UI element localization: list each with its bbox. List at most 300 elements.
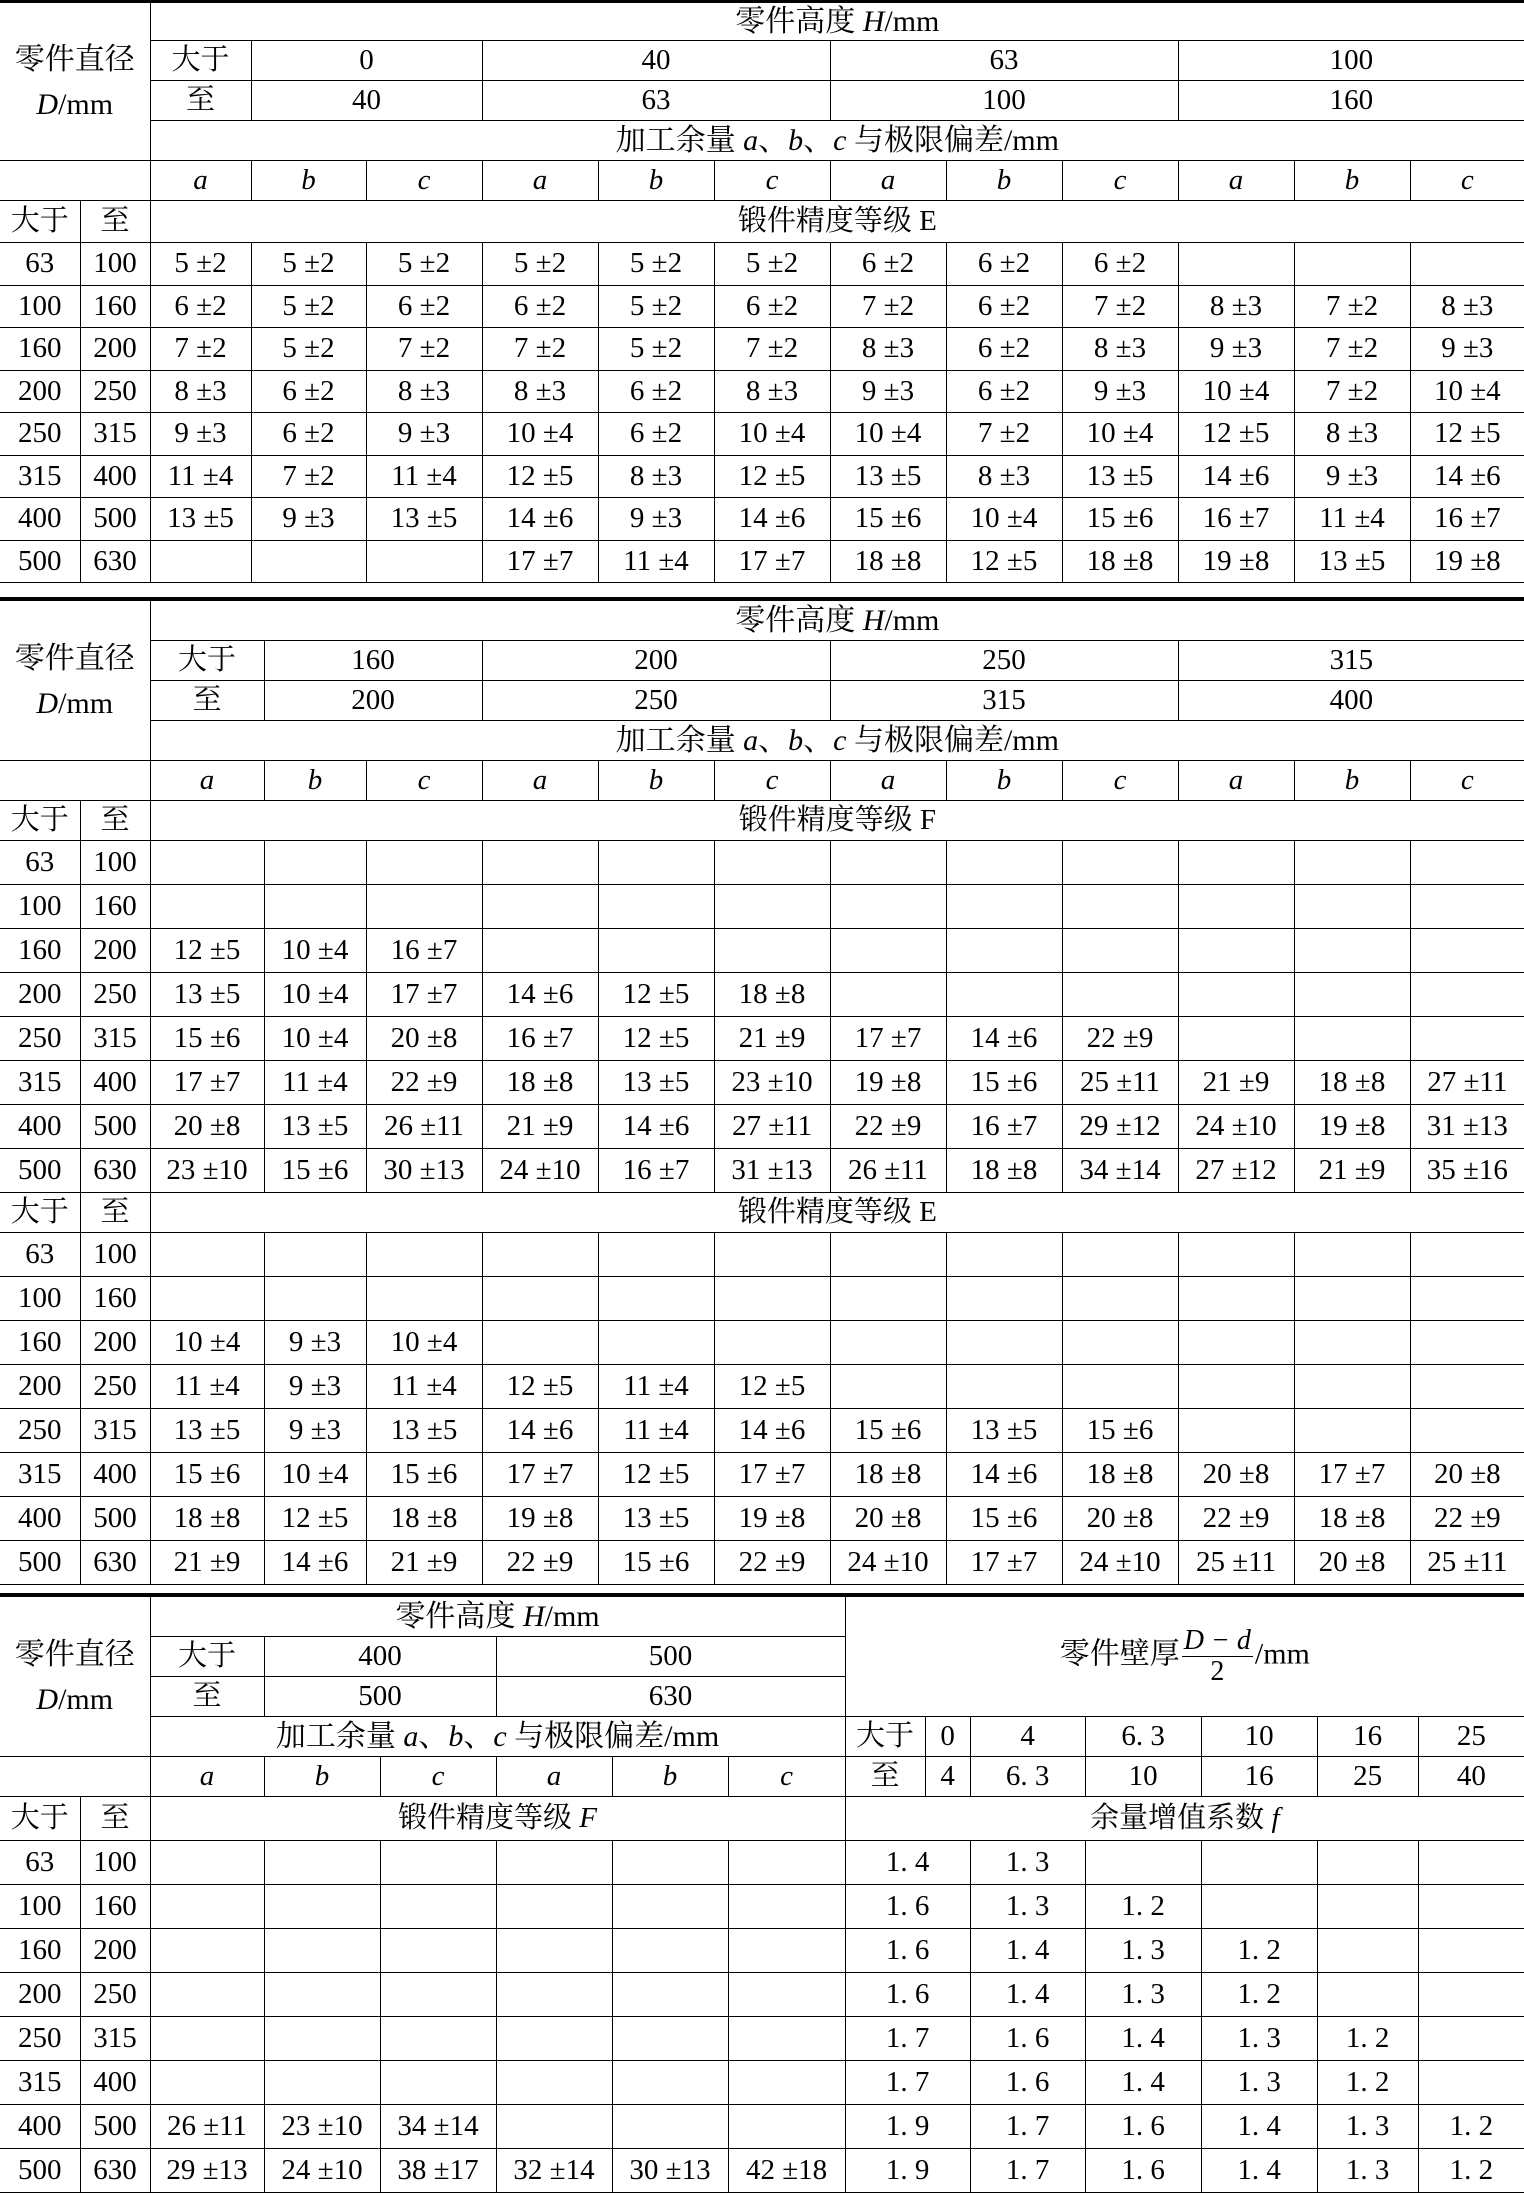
coefficient-cell: 1. 4 (970, 1929, 1085, 1973)
abc-label: c (366, 161, 482, 201)
table-cell (1062, 1365, 1178, 1409)
table-cell (264, 1277, 366, 1321)
table-cell: 6 ±2 (714, 285, 830, 328)
table-cell (264, 1973, 380, 2017)
table-cell: 21 ±9 (1294, 1149, 1410, 1193)
table-cell: 18 ±8 (830, 1453, 946, 1497)
table-cell (264, 2061, 380, 2105)
diameter-to: 250 (80, 973, 150, 1017)
table-cell: 6 ±2 (1062, 243, 1178, 286)
table-cell: 19 ±8 (1178, 540, 1294, 583)
table-cell: 9 ±3 (251, 498, 366, 541)
table-cell (830, 1277, 946, 1321)
table-row (0, 498, 1524, 541)
section-3 (0, 1596, 1524, 2193)
table-cell: 10 ±4 (1178, 370, 1294, 413)
table-cell (366, 1233, 482, 1277)
table-cell: 9 ±3 (598, 498, 714, 541)
diameter-to: 200 (80, 929, 150, 973)
abc-label: c (380, 1757, 496, 1797)
wall-to-value: 4 (925, 1757, 970, 1797)
table-cell: 19 ±8 (1410, 540, 1524, 583)
table-cell: 23 ±10 (150, 1149, 264, 1193)
diameter-to: 500 (80, 498, 150, 541)
table-cell (946, 1321, 1062, 1365)
table-cell: 12 ±5 (1410, 413, 1524, 456)
table-cell: 15 ±6 (264, 1149, 366, 1193)
table-cell: 20 ±8 (1062, 1497, 1178, 1541)
diameter-to: 200 (80, 1321, 150, 1365)
table-cell (1410, 929, 1524, 973)
table-cell (482, 1277, 598, 1321)
table-cell (598, 841, 714, 885)
table-cell: 14 ±6 (482, 1409, 598, 1453)
height-over-value: 160 (264, 641, 482, 681)
coefficient-cell (1418, 1841, 1524, 1885)
table-cell: 14 ±6 (264, 1541, 366, 1585)
diameter-to: 200 (80, 1929, 150, 1973)
table-cell: 18 ±8 (1294, 1061, 1410, 1105)
table-cell (830, 1321, 946, 1365)
table-cell (1410, 885, 1524, 929)
diameter-to: 400 (80, 1061, 150, 1105)
table-cell: 12 ±5 (482, 455, 598, 498)
table-cell (1294, 973, 1410, 1017)
table-cell (728, 1885, 845, 1929)
abc-label: c (1062, 761, 1178, 801)
table-cell: 17 ±7 (150, 1061, 264, 1105)
over-label: 大于 (0, 201, 80, 243)
diameter-to: 100 (80, 243, 150, 286)
coefficient-cell (1418, 1885, 1524, 1929)
table-row (0, 1017, 1524, 1061)
diameter-over: 100 (0, 885, 80, 929)
coefficient-cell: 1. 3 (1317, 2149, 1418, 2193)
coefficient-cell: 1. 4 (845, 1841, 970, 1885)
coefficient-cell: 1. 3 (1317, 2105, 1418, 2149)
diameter-to: 100 (80, 1841, 150, 1885)
diameter-to: 250 (80, 1365, 150, 1409)
height-over-value: 40 (482, 41, 830, 81)
diameter-to: 315 (80, 1409, 150, 1453)
table-cell: 6 ±2 (366, 285, 482, 328)
diameter-over: 250 (0, 1017, 80, 1061)
table-cell (496, 2017, 612, 2061)
table-cell (714, 1233, 830, 1277)
table-cell (728, 2061, 845, 2105)
header-row (0, 1597, 1524, 1637)
grade-row (0, 801, 1524, 841)
diameter-to: 160 (80, 285, 150, 328)
table-cell: 9 ±3 (1178, 328, 1294, 371)
table-cell (1178, 885, 1294, 929)
table-cell: 31 ±13 (714, 1149, 830, 1193)
table-cell (496, 2061, 612, 2105)
coefficient-cell: 1. 6 (970, 2061, 1085, 2105)
coefficient-cell (1201, 1885, 1317, 1929)
table-cell (612, 2017, 728, 2061)
table-cell (1062, 1321, 1178, 1365)
table-cell: 18 ±8 (1294, 1497, 1410, 1541)
table-cell: 5 ±2 (150, 243, 251, 286)
table-cell (1294, 1277, 1410, 1321)
table-cell (1178, 243, 1294, 286)
coefficient-label: 余量增值系数 f (845, 1797, 1524, 1841)
table-row (0, 1885, 1524, 1929)
header-row (0, 601, 1524, 641)
table-cell: 6 ±2 (598, 413, 714, 456)
abc-label: c (714, 161, 830, 201)
table-cell: 10 ±4 (714, 413, 830, 456)
coefficient-cell (1418, 1973, 1524, 2017)
coefficient-cell: 1. 7 (970, 2149, 1085, 2193)
table-cell (264, 1841, 380, 1885)
table-row (0, 243, 1524, 286)
table-row (0, 1929, 1524, 1973)
table-cell: 24 ±10 (482, 1149, 598, 1193)
height-to-value: 63 (482, 81, 830, 121)
table-cell (946, 1365, 1062, 1409)
table-cell: 14 ±6 (482, 498, 598, 541)
table-cell: 11 ±4 (366, 1365, 482, 1409)
table-cell: 6 ±2 (598, 370, 714, 413)
abc-label: a (150, 1757, 264, 1797)
table-cell (264, 1929, 380, 1973)
blank-cell (0, 1757, 150, 1797)
diameter-over: 160 (0, 1929, 80, 1973)
table-cell: 12 ±5 (1178, 413, 1294, 456)
diameter-over: 315 (0, 2061, 80, 2105)
coefficient-cell: 1. 3 (970, 1885, 1085, 1929)
diameter-to: 160 (80, 885, 150, 929)
table-cell: 12 ±5 (264, 1497, 366, 1541)
height-to-value: 630 (496, 1677, 845, 1717)
table-cell: 19 ±8 (1294, 1105, 1410, 1149)
allowance-header: 加工余量 a、b、c 与极限偏差/mm (150, 721, 1524, 761)
table-cell (1410, 1233, 1524, 1277)
abc-label: c (1410, 761, 1524, 801)
table-cell: 30 ±13 (612, 2149, 728, 2193)
table-cell: 6 ±2 (946, 370, 1062, 413)
diameter-over: 315 (0, 1453, 80, 1497)
over-label: 大于 (0, 1193, 80, 1233)
allowance-header: 加工余量 a、b、c 与极限偏差/mm (150, 1717, 845, 1757)
diameter-over: 200 (0, 370, 80, 413)
table-row (0, 455, 1524, 498)
diameter-to: 500 (80, 2105, 150, 2149)
blank-cell (0, 161, 150, 201)
table-cell: 29 ±13 (150, 2149, 264, 2193)
table-cell (1178, 1017, 1294, 1061)
allowance-row (0, 1717, 1524, 1757)
diameter-over: 200 (0, 973, 80, 1017)
table-cell: 18 ±8 (366, 1497, 482, 1541)
table-cell (728, 1929, 845, 1973)
diameter-over: 250 (0, 2017, 80, 2061)
height-over-value: 400 (264, 1637, 496, 1677)
coefficient-cell: 1. 6 (1085, 2105, 1201, 2149)
height-over-row (0, 41, 1524, 81)
table-cell (150, 1841, 264, 1885)
table-cell: 18 ±8 (482, 1061, 598, 1105)
table-cell (612, 1929, 728, 1973)
table-cell: 6 ±2 (830, 243, 946, 286)
coefficient-cell: 1. 7 (970, 2105, 1085, 2149)
height-over-value: 0 (251, 41, 482, 81)
height-to-value: 500 (264, 1677, 496, 1717)
table-cell: 26 ±11 (150, 2105, 264, 2149)
table-cell (946, 841, 1062, 885)
table-cell (1294, 1409, 1410, 1453)
grade-row (0, 201, 1524, 243)
table-cell: 26 ±11 (830, 1149, 946, 1193)
coefficient-cell: 1. 6 (970, 2017, 1085, 2061)
allowance-header: 加工余量 a、b、c 与极限偏差/mm (150, 121, 1524, 161)
diameter-over: 63 (0, 1233, 80, 1277)
table-cell: 12 ±5 (598, 1017, 714, 1061)
abc-label: a (150, 161, 251, 201)
grade-label: 锻件精度等级 F (150, 1797, 845, 1841)
coefficient-cell: 1. 3 (1085, 1929, 1201, 1973)
table-cell (1294, 885, 1410, 929)
table-row (0, 1841, 1524, 1885)
height-over-value: 500 (496, 1637, 845, 1677)
table-cell: 5 ±2 (714, 243, 830, 286)
table-cell (612, 1841, 728, 1885)
table-cell (150, 841, 264, 885)
diameter-to: 250 (80, 370, 150, 413)
table-cell (366, 1277, 482, 1321)
wall-over-value: 25 (1418, 1717, 1524, 1757)
table-cell: 6 ±2 (482, 285, 598, 328)
table-cell (380, 1885, 496, 1929)
table-cell (1294, 1017, 1410, 1061)
table-cell: 21 ±9 (366, 1541, 482, 1585)
abc-label: c (366, 761, 482, 801)
grade-label: 锻件精度等级 F (150, 801, 1524, 841)
table-cell (496, 2105, 612, 2149)
height-to-value: 200 (264, 681, 482, 721)
table-row (0, 285, 1524, 328)
wall-over-value: 0 (925, 1717, 970, 1757)
grade-row (0, 1193, 1524, 1233)
allowance-row (0, 721, 1524, 761)
coefficient-cell (1418, 1929, 1524, 1973)
table-cell (1410, 973, 1524, 1017)
table-cell (714, 885, 830, 929)
table-cell: 5 ±2 (251, 243, 366, 286)
diameter-over: 200 (0, 1973, 80, 2017)
table-cell: 6 ±2 (251, 413, 366, 456)
table-cell: 13 ±5 (150, 498, 251, 541)
table-cell (264, 1233, 366, 1277)
table-cell: 30 ±13 (366, 1149, 482, 1193)
table-cell: 14 ±6 (946, 1017, 1062, 1061)
table-cell: 15 ±6 (946, 1497, 1062, 1541)
table-cell: 13 ±5 (1294, 540, 1410, 583)
wall-over-label: 大于 (845, 1717, 925, 1757)
coefficient-cell: 1. 2 (1085, 1885, 1201, 1929)
abc-label: a (482, 161, 598, 201)
table-cell (946, 1233, 1062, 1277)
table-cell: 13 ±5 (946, 1409, 1062, 1453)
coefficient-cell: 1. 7 (845, 2017, 970, 2061)
table-cell: 7 ±2 (482, 328, 598, 371)
wall-thickness-header: 零件壁厚 $\frac{D - d}{2}$ /mm (845, 1597, 1524, 1717)
table-cell: 11 ±4 (150, 455, 251, 498)
table-cell (598, 885, 714, 929)
table-cell (264, 1885, 380, 1929)
table-cell: 14 ±6 (1178, 455, 1294, 498)
table-cell: 9 ±3 (150, 413, 251, 456)
table-cell: 15 ±6 (150, 1453, 264, 1497)
table-cell: 7 ±2 (830, 285, 946, 328)
coefficient-cell: 1. 6 (845, 1929, 970, 1973)
table-cell (496, 1885, 612, 1929)
table-cell (150, 1929, 264, 1973)
table-cell (150, 2061, 264, 2105)
table-cell: 35 ±16 (1410, 1149, 1524, 1193)
table-cell (1410, 1017, 1524, 1061)
abc-label: a (1178, 761, 1294, 801)
coefficient-cell: 1. 9 (845, 2105, 970, 2149)
coefficient-cell (1317, 1885, 1418, 1929)
table-cell (366, 540, 482, 583)
table-cell (612, 2061, 728, 2105)
table-cell: 5 ±2 (366, 243, 482, 286)
height-to-value: 315 (830, 681, 1178, 721)
table-cell: 5 ±2 (598, 243, 714, 286)
table-cell (380, 1973, 496, 2017)
table-cell: 6 ±2 (251, 370, 366, 413)
table-cell: 9 ±3 (366, 413, 482, 456)
table-cell: 42 ±18 (728, 2149, 845, 2193)
diameter-over: 160 (0, 328, 80, 371)
diameter-to: 500 (80, 1497, 150, 1541)
table-cell: 20 ±8 (1410, 1453, 1524, 1497)
table-cell: 9 ±3 (264, 1409, 366, 1453)
table-cell: 12 ±5 (714, 455, 830, 498)
to-label: 至 (80, 1193, 150, 1233)
table-cell: 34 ±14 (1062, 1149, 1178, 1193)
table-cell: 7 ±2 (1294, 285, 1410, 328)
diameter-over: 63 (0, 243, 80, 286)
table-cell: 27 ±11 (1410, 1061, 1524, 1105)
table-cell: 29 ±12 (1062, 1105, 1178, 1149)
table-cell: 7 ±2 (1062, 285, 1178, 328)
table-cell: 7 ±2 (150, 328, 251, 371)
table-cell (1178, 1233, 1294, 1277)
coefficient-cell: 1. 2 (1317, 2017, 1418, 2061)
diameter-over: 200 (0, 1365, 80, 1409)
table-cell (482, 885, 598, 929)
blank-cell (0, 761, 150, 801)
table-cell (264, 885, 366, 929)
table-row (0, 540, 1524, 583)
table-cell: 17 ±7 (830, 1017, 946, 1061)
table-cell (150, 1885, 264, 1929)
table-cell: 22 ±9 (482, 1541, 598, 1585)
table-cell: 10 ±4 (1410, 370, 1524, 413)
table-cell: 22 ±9 (1062, 1017, 1178, 1061)
table-cell: 27 ±11 (714, 1105, 830, 1149)
table-cell: 12 ±5 (714, 1365, 830, 1409)
table-cell: 17 ±7 (366, 973, 482, 1017)
table-cell: 14 ±6 (482, 973, 598, 1017)
table-cell (1178, 1321, 1294, 1365)
table-cell (1178, 973, 1294, 1017)
table-cell: 26 ±11 (366, 1105, 482, 1149)
wall-over-value: 10 (1201, 1717, 1317, 1757)
table-cell: 18 ±8 (1062, 1453, 1178, 1497)
coefficient-cell (1201, 1841, 1317, 1885)
table-cell (1294, 1233, 1410, 1277)
table-cell: 6 ±2 (946, 243, 1062, 286)
table-cell: 5 ±2 (251, 285, 366, 328)
table-cell: 23 ±10 (714, 1061, 830, 1105)
table-cell: 21 ±9 (150, 1541, 264, 1585)
table-cell: 14 ±6 (714, 498, 830, 541)
table-cell (714, 841, 830, 885)
coefficient-cell (1317, 1973, 1418, 2017)
table-cell: 19 ±8 (830, 1061, 946, 1105)
table-cell: 5 ±2 (598, 285, 714, 328)
table-cell (380, 1841, 496, 1885)
diameter-to: 160 (80, 1885, 150, 1929)
diameter-to: 315 (80, 2017, 150, 2061)
table-cell (1410, 1277, 1524, 1321)
height-to-row (0, 81, 1524, 121)
coefficient-cell: 1. 6 (1085, 2149, 1201, 2193)
grade-row (0, 1797, 1524, 1841)
to-label: 至 (80, 801, 150, 841)
height-to-row (0, 681, 1524, 721)
table-row (0, 1365, 1524, 1409)
table-cell: 16 ±7 (598, 1149, 714, 1193)
table-cell: 10 ±4 (264, 973, 366, 1017)
coefficient-cell: 1. 9 (845, 2149, 970, 2193)
coefficient-cell: 1. 3 (1085, 1973, 1201, 2017)
wall-to-value: 16 (1201, 1757, 1317, 1797)
table-cell (728, 2105, 845, 2149)
diameter-to: 250 (80, 1973, 150, 2017)
table-cell: 17 ±7 (946, 1541, 1062, 1585)
table-cell: 10 ±4 (482, 413, 598, 456)
table-cell: 12 ±5 (946, 540, 1062, 583)
table-cell: 27 ±12 (1178, 1149, 1294, 1193)
height-header: 零件高度 H/mm (150, 3, 1524, 41)
table-cell: 24 ±10 (264, 2149, 380, 2193)
table-cell: 34 ±14 (380, 2105, 496, 2149)
table-cell: 13 ±5 (366, 1409, 482, 1453)
table-cell: 10 ±4 (1062, 413, 1178, 456)
abc-label: b (264, 1757, 380, 1797)
table-row (0, 1105, 1524, 1149)
table-cell: 13 ±5 (830, 455, 946, 498)
table-cell: 8 ±3 (1410, 285, 1524, 328)
table-cell: 9 ±3 (1410, 328, 1524, 371)
coefficient-cell (1085, 1841, 1201, 1885)
table-cell: 10 ±4 (150, 1321, 264, 1365)
diameter-over: 400 (0, 498, 80, 541)
table-cell: 11 ±4 (366, 455, 482, 498)
table-cell: 16 ±7 (1178, 498, 1294, 541)
table-cell: 9 ±3 (264, 1321, 366, 1365)
abc-label: b (612, 1757, 728, 1797)
table-row (0, 1541, 1524, 1585)
table-cell: 9 ±3 (1062, 370, 1178, 413)
abc-label: c (1410, 161, 1524, 201)
